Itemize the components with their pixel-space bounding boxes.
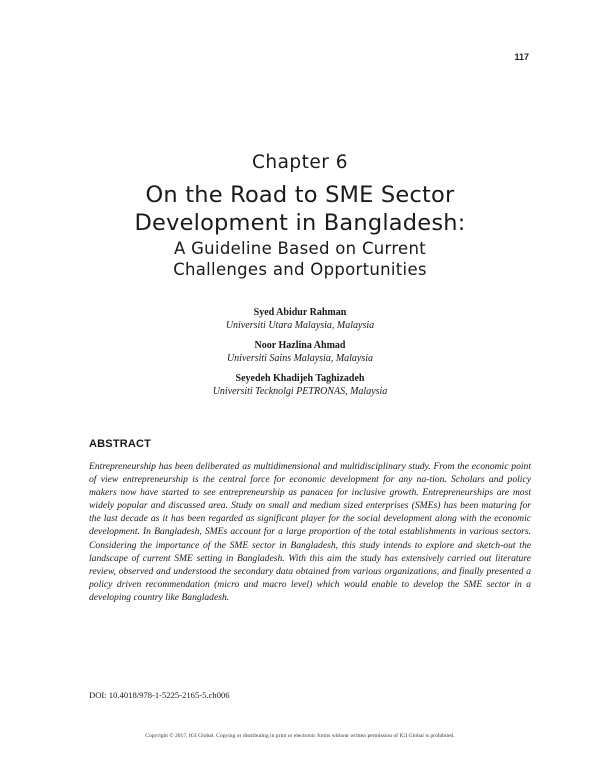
page-number: 117 <box>514 52 529 62</box>
author-affiliation: Universiti Utara Malaysia, Malaysia <box>225 319 375 331</box>
author-affiliation: Universiti Tecknolgi PETRONAS, Malaysia <box>212 385 388 397</box>
author-list <box>0 307 600 406</box>
author-entry <box>0 340 600 365</box>
chapter-title-block <box>0 152 600 280</box>
chapter-title-line: Development in Bangladesh: <box>134 210 466 236</box>
chapter-subtitle <box>0 238 600 280</box>
chapter-title-line: On the Road to SME Sector <box>145 182 455 208</box>
copyright-notice: Copyright © 2017, IGI Global. Copying or distributing in print or electronic forms without written permission of IGI Global is prohibited. <box>145 733 455 739</box>
abstract-text: Entrepreneurship has been deliberated as multidimensional and multidisciplinary study. From the economic point of view entrepreneurship is the central force for economic development for any na-tion. Scholars and policy makers now have started to see entrepreneurship as panacea for inclusive growth. Entrepreneurships are most widely popular and discussed area. Study on small and medium sized enterprises (SMEs) has been maturing for the last decade as it has been regarded as significant player for the social development along with the economic development. In Bangladesh, SMEs account for a large proportion of the total establishments in various sectors. Considering the importance of the SME sector in Bangladesh, this study intends to explore and sketch-out the landscape of current SME setting in Bangladesh. With this aim the study has extensively carried out literature review, observed and understood the secondary data obtained from various organizations, and finally presented a policy driven recommendation (micro and macro level) which would enable to develop the SME sector in a developing country like Bangladesh. <box>89 461 531 603</box>
author-name: Noor Hazlina Ahmad <box>254 340 346 351</box>
author-affiliation: Universiti Sains Malaysia, Malaysia <box>226 352 374 364</box>
chapter-subtitle-line: A Guideline Based on Current <box>173 239 427 258</box>
author-entry <box>0 373 600 398</box>
author-name: Syed Abidur Rahman <box>253 307 347 318</box>
chapter-label: Chapter 6 <box>251 152 349 173</box>
author-entry <box>0 307 600 332</box>
doi-line: DOI: 10.4018/978-1-5225-2165-5.ch006 <box>89 690 230 700</box>
chapter-title <box>0 181 600 237</box>
abstract-heading: ABSTRACT <box>89 438 152 450</box>
chapter-subtitle-line: Challenges and Opportunities <box>173 260 427 279</box>
author-name: Seyedeh Khadijeh Taghizadeh <box>235 373 365 384</box>
